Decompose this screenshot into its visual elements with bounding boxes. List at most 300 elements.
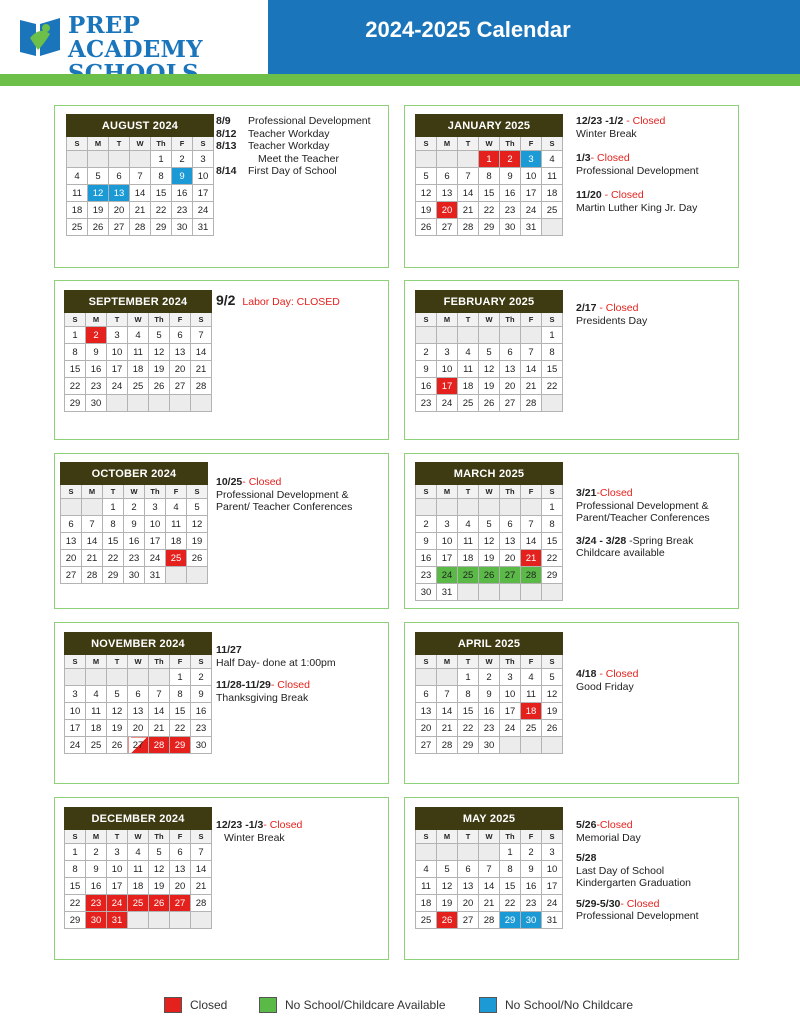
empty-day-cell (107, 669, 128, 686)
page-title: 2024-2025 Calendar (365, 17, 571, 42)
day-cell: 23 (416, 395, 437, 412)
empty-day-cell (416, 151, 437, 168)
day-cell: 18 (458, 550, 479, 567)
note-date: 8/14 (216, 165, 237, 177)
empty-day-cell (109, 151, 130, 168)
day-cell: 3 (542, 844, 563, 861)
day-cell: 2 (500, 151, 521, 168)
weekday-header: S (542, 485, 563, 499)
day-cell: 9 (500, 168, 521, 185)
day-cell: 18 (86, 720, 107, 737)
empty-day-cell (521, 737, 542, 754)
page-header (0, 0, 800, 74)
week-row (416, 895, 563, 912)
day-cell: 2 (416, 516, 437, 533)
week-row (65, 737, 212, 754)
day-cell: 7 (82, 516, 103, 533)
day-cell: 20 (500, 550, 521, 567)
day-cell: 3 (500, 669, 521, 686)
weekday-header: Th (145, 485, 166, 499)
weekday-header: T (107, 655, 128, 669)
day-cell: 6 (416, 686, 437, 703)
day-cell: 15 (542, 361, 563, 378)
weekday-header: Th (149, 655, 170, 669)
day-cell: 14 (82, 533, 103, 550)
note-text: Memorial Day (576, 831, 641, 844)
week-row (65, 895, 212, 912)
day-cell: 25 (86, 737, 107, 754)
notes-january (576, 115, 699, 221)
day-cell: 30 (191, 737, 212, 754)
empty-day-cell (458, 327, 479, 344)
day-cell: 9 (172, 168, 193, 185)
day-cell: 24 (193, 202, 214, 219)
note-date: 1/3 (576, 152, 591, 164)
day-cell: 4 (521, 669, 542, 686)
day-cell: 17 (542, 878, 563, 895)
day-cell: 27 (416, 737, 437, 754)
weekday-header: W (479, 830, 500, 844)
day-cell: 1 (65, 844, 86, 861)
note-text: Presidents Day (576, 314, 648, 327)
weekday-header: S (416, 137, 437, 151)
note-text: Teacher Workday (248, 127, 330, 140)
weekday-header: S (187, 485, 208, 499)
weekday-header: Th (149, 830, 170, 844)
week-row (416, 686, 563, 703)
empty-day-cell (458, 844, 479, 861)
day-cell: 26 (149, 378, 170, 395)
week-row (61, 516, 208, 533)
week-row (61, 533, 208, 550)
day-cell: 8 (170, 686, 191, 703)
day-cell: 30 (172, 219, 193, 236)
note-date: 8/13 (216, 140, 237, 152)
day-cell: 2 (416, 344, 437, 361)
note-row (216, 140, 371, 153)
day-cell: 22 (151, 202, 172, 219)
weekday-header: S (542, 830, 563, 844)
day-cell: 18 (416, 895, 437, 912)
day-cell: 18 (458, 378, 479, 395)
day-cell: 19 (416, 202, 437, 219)
weekday-header: Th (500, 655, 521, 669)
legend-swatch-no-childcare (479, 997, 497, 1013)
day-cell: 7 (437, 686, 458, 703)
day-cell: 8 (103, 516, 124, 533)
day-cell: 20 (61, 550, 82, 567)
note-date: 12/23 -1/2 (576, 115, 624, 127)
day-cell: 21 (479, 895, 500, 912)
day-cell: 6 (128, 686, 149, 703)
day-cell: 26 (479, 567, 500, 584)
empty-day-cell (128, 669, 149, 686)
empty-day-cell (170, 912, 191, 929)
week-row (416, 219, 563, 236)
day-cell: 1 (458, 669, 479, 686)
weekday-header: M (86, 655, 107, 669)
day-cell: 7 (458, 168, 479, 185)
day-cell: 13 (500, 533, 521, 550)
empty-day-cell (437, 151, 458, 168)
day-cell: 1 (151, 151, 172, 168)
empty-day-cell (187, 567, 208, 584)
day-cell: 27 (170, 895, 191, 912)
weekday-header: S (542, 313, 563, 327)
day-cell: 24 (107, 895, 128, 912)
note-date: 11/28-11/29 (216, 679, 271, 691)
note-text: Kindergarten Graduation (576, 877, 691, 889)
week-row (67, 168, 214, 185)
note-status: - Closed (270, 679, 310, 691)
day-cell: 28 (458, 219, 479, 236)
empty-day-cell (128, 395, 149, 412)
day-cell: 26 (107, 737, 128, 754)
notes-october (216, 476, 352, 514)
calendar-february (415, 290, 563, 412)
day-cell: 10 (107, 344, 128, 361)
day-cell: 20 (128, 720, 149, 737)
day-cell: 22 (479, 202, 500, 219)
day-cell: 4 (128, 844, 149, 861)
calendar-december (64, 807, 212, 929)
note-date: 11/20 (576, 189, 602, 201)
day-cell: 29 (542, 567, 563, 584)
note-status: - Closed (590, 152, 630, 164)
empty-day-cell (479, 844, 500, 861)
day-cell: 31 (193, 219, 214, 236)
day-cell: 9 (521, 861, 542, 878)
day-cell: 31 (145, 567, 166, 584)
empty-day-cell (149, 669, 170, 686)
day-cell: 10 (437, 361, 458, 378)
note-text: Teacher Workday (248, 140, 330, 152)
day-cell: 19 (542, 703, 563, 720)
week-row (416, 344, 563, 361)
day-cell: 3 (437, 344, 458, 361)
day-cell: 14 (191, 861, 212, 878)
day-cell: 19 (149, 878, 170, 895)
day-cell: 4 (542, 151, 563, 168)
day-cell: 20 (109, 202, 130, 219)
day-cell: 20 (170, 361, 191, 378)
day-cell: 19 (479, 550, 500, 567)
week-row (416, 202, 563, 219)
note-status: - Closed (596, 668, 639, 680)
weekday-header: Th (149, 313, 170, 327)
weekday-header: T (109, 137, 130, 151)
day-cell: 19 (107, 720, 128, 737)
day-cell: 24 (107, 378, 128, 395)
day-cell: 24 (542, 895, 563, 912)
day-cell: 2 (86, 327, 107, 344)
notes-december (216, 819, 302, 844)
note-status: - Closed (263, 819, 303, 831)
weekday-header: M (88, 137, 109, 151)
notes-april (576, 668, 638, 693)
empty-day-cell (416, 499, 437, 516)
note-row (216, 153, 371, 166)
day-cell: 20 (416, 720, 437, 737)
day-cell: 28 (479, 912, 500, 929)
day-cell: 18 (542, 185, 563, 202)
note-text: Professional Development (576, 910, 699, 922)
day-cell: 20 (170, 878, 191, 895)
day-cell: 5 (149, 844, 170, 861)
day-cell: 29 (479, 219, 500, 236)
day-cell: 4 (458, 516, 479, 533)
day-cell: 11 (166, 516, 187, 533)
day-cell: 25 (166, 550, 187, 567)
empty-day-cell (521, 584, 542, 601)
day-cell: 25 (128, 895, 149, 912)
week-row (65, 344, 212, 361)
day-cell: 26 (187, 550, 208, 567)
weekday-header: W (128, 313, 149, 327)
calendar-november (64, 632, 212, 754)
day-cell: 12 (149, 861, 170, 878)
weekday-header: M (82, 485, 103, 499)
day-cell: 9 (416, 533, 437, 550)
day-cell: 12 (542, 686, 563, 703)
weekday-header: W (479, 485, 500, 499)
legend-swatch-closed (164, 997, 182, 1013)
day-cell: 21 (458, 202, 479, 219)
empty-day-cell (458, 584, 479, 601)
day-cell: 25 (521, 720, 542, 737)
day-cell: 8 (65, 344, 86, 361)
week-row (416, 151, 563, 168)
month-title: AUGUST 2024 (67, 115, 214, 137)
day-cell: 29 (458, 737, 479, 754)
day-cell: 1 (500, 844, 521, 861)
note-date: 9/2 (216, 292, 236, 308)
day-cell: 18 (128, 361, 149, 378)
legend-childcare (259, 997, 446, 1013)
day-cell: 7 (521, 344, 542, 361)
day-cell: 31 (542, 912, 563, 929)
day-cell: 21 (82, 550, 103, 567)
day-cell: 14 (521, 361, 542, 378)
day-cell: 2 (172, 151, 193, 168)
note-text: Professional Development (576, 164, 699, 177)
weekday-header: W (128, 655, 149, 669)
day-cell: 1 (103, 499, 124, 516)
day-cell: 24 (500, 720, 521, 737)
week-row (65, 686, 212, 703)
empty-day-cell (521, 499, 542, 516)
day-cell: 26 (88, 219, 109, 236)
day-cell: 8 (65, 861, 86, 878)
day-cell: 17 (437, 378, 458, 395)
day-cell: 23 (479, 720, 500, 737)
day-cell: 13 (458, 878, 479, 895)
day-cell: 16 (86, 361, 107, 378)
weekday-header: W (479, 655, 500, 669)
day-cell: 30 (416, 584, 437, 601)
day-cell: 22 (103, 550, 124, 567)
day-cell: 13 (128, 703, 149, 720)
day-cell: 16 (124, 533, 145, 550)
weekday-header: S (193, 137, 214, 151)
day-cell: 7 (521, 516, 542, 533)
week-row (416, 703, 563, 720)
day-cell: 29 (170, 737, 191, 754)
day-cell: 17 (437, 550, 458, 567)
day-cell: 15 (170, 703, 191, 720)
week-row (65, 861, 212, 878)
day-cell: 16 (172, 185, 193, 202)
month-title: APRIL 2025 (416, 633, 563, 655)
empty-day-cell (416, 327, 437, 344)
weekday-header: S (191, 830, 212, 844)
day-cell: 22 (65, 378, 86, 395)
day-cell: 11 (128, 861, 149, 878)
day-cell: 31 (107, 912, 128, 929)
day-cell: 11 (416, 878, 437, 895)
calendar-september (64, 290, 212, 412)
day-cell: 27 (500, 395, 521, 412)
day-cell: 27 (437, 219, 458, 236)
day-cell: 31 (437, 584, 458, 601)
day-cell: 5 (479, 344, 500, 361)
month-title: MAY 2025 (416, 808, 563, 830)
day-cell: 5 (542, 669, 563, 686)
note-status: -Closed (596, 487, 633, 499)
weekday-header: W (130, 137, 151, 151)
note-text: Childcare available (576, 547, 665, 559)
empty-day-cell (170, 395, 191, 412)
weekday-header: T (458, 655, 479, 669)
day-cell: 19 (88, 202, 109, 219)
day-cell: 15 (151, 185, 172, 202)
day-cell: 17 (107, 361, 128, 378)
note-status: - Closed (242, 476, 282, 488)
day-cell: 7 (130, 168, 151, 185)
notes-september (216, 294, 340, 309)
note-text: -Spring Break (626, 534, 694, 547)
day-cell: 27 (458, 912, 479, 929)
day-cell: 25 (128, 378, 149, 395)
day-cell: 3 (107, 327, 128, 344)
day-cell: 4 (166, 499, 187, 516)
note-text: Meet the Teacher (258, 152, 339, 165)
empty-day-cell (458, 499, 479, 516)
weekday-header: F (172, 137, 193, 151)
day-cell: 29 (151, 219, 172, 236)
empty-day-cell (166, 567, 187, 584)
day-cell: 21 (149, 720, 170, 737)
day-cell: 30 (86, 395, 107, 412)
day-cell: 27 (500, 567, 521, 584)
day-cell: 10 (65, 703, 86, 720)
note-status: - Closed (596, 302, 639, 314)
weekday-header: M (437, 137, 458, 151)
day-cell: 8 (542, 344, 563, 361)
note-row (216, 128, 371, 141)
logo-area (0, 0, 268, 74)
day-cell: 4 (416, 861, 437, 878)
day-cell: 12 (187, 516, 208, 533)
calendar-october (60, 462, 208, 584)
day-cell: 6 (437, 168, 458, 185)
day-cell: 3 (193, 151, 214, 168)
empty-day-cell (542, 219, 563, 236)
day-cell: 8 (151, 168, 172, 185)
week-row (65, 912, 212, 929)
calendar-may (415, 807, 563, 929)
day-cell: 13 (170, 344, 191, 361)
week-row (67, 185, 214, 202)
day-cell: 5 (149, 327, 170, 344)
day-cell: 19 (187, 533, 208, 550)
day-cell: 29 (65, 395, 86, 412)
day-cell: 23 (416, 567, 437, 584)
empty-day-cell (149, 912, 170, 929)
weekday-header: S (191, 313, 212, 327)
weekday-header: F (166, 485, 187, 499)
day-cell: 29 (65, 912, 86, 929)
note-date: 5/26 (576, 819, 597, 831)
month-title: SEPTEMBER 2024 (65, 291, 212, 313)
week-row (65, 844, 212, 861)
weekday-header: S (67, 137, 88, 151)
day-cell: 6 (109, 168, 130, 185)
day-cell: 26 (437, 912, 458, 929)
week-row (416, 844, 563, 861)
note-date: 10/25 (216, 476, 243, 488)
empty-day-cell (500, 327, 521, 344)
day-cell: 11 (521, 686, 542, 703)
day-cell: 2 (86, 844, 107, 861)
empty-day-cell (437, 669, 458, 686)
day-cell: 6 (458, 861, 479, 878)
weekday-header: Th (151, 137, 172, 151)
week-row (416, 168, 563, 185)
day-cell: 15 (458, 703, 479, 720)
day-cell: 13 (437, 185, 458, 202)
weekday-header: S (416, 830, 437, 844)
day-cell: 15 (103, 533, 124, 550)
notes-august (216, 115, 371, 178)
day-cell: 28 (149, 737, 170, 754)
day-cell: 11 (128, 344, 149, 361)
day-cell: 15 (542, 533, 563, 550)
day-cell: 21 (521, 378, 542, 395)
empty-day-cell (61, 499, 82, 516)
day-cell: 16 (479, 703, 500, 720)
day-cell: 26 (416, 219, 437, 236)
day-cell: 15 (479, 185, 500, 202)
note-date: 8/9 (216, 115, 231, 127)
day-cell: 25 (542, 202, 563, 219)
legend-no-childcare (479, 997, 633, 1013)
notes-may (576, 819, 699, 930)
empty-day-cell (149, 395, 170, 412)
day-cell: 5 (416, 168, 437, 185)
note-text: First Day of School (248, 165, 337, 177)
empty-day-cell (500, 584, 521, 601)
weekday-header: M (437, 485, 458, 499)
day-cell: 28 (437, 737, 458, 754)
day-cell: 28 (191, 378, 212, 395)
day-cell: 7 (191, 327, 212, 344)
note-date: 12/23 -1/3 (216, 819, 264, 831)
day-cell: 24 (145, 550, 166, 567)
day-cell: 12 (149, 344, 170, 361)
weekday-header: W (124, 485, 145, 499)
day-cell: 14 (521, 533, 542, 550)
